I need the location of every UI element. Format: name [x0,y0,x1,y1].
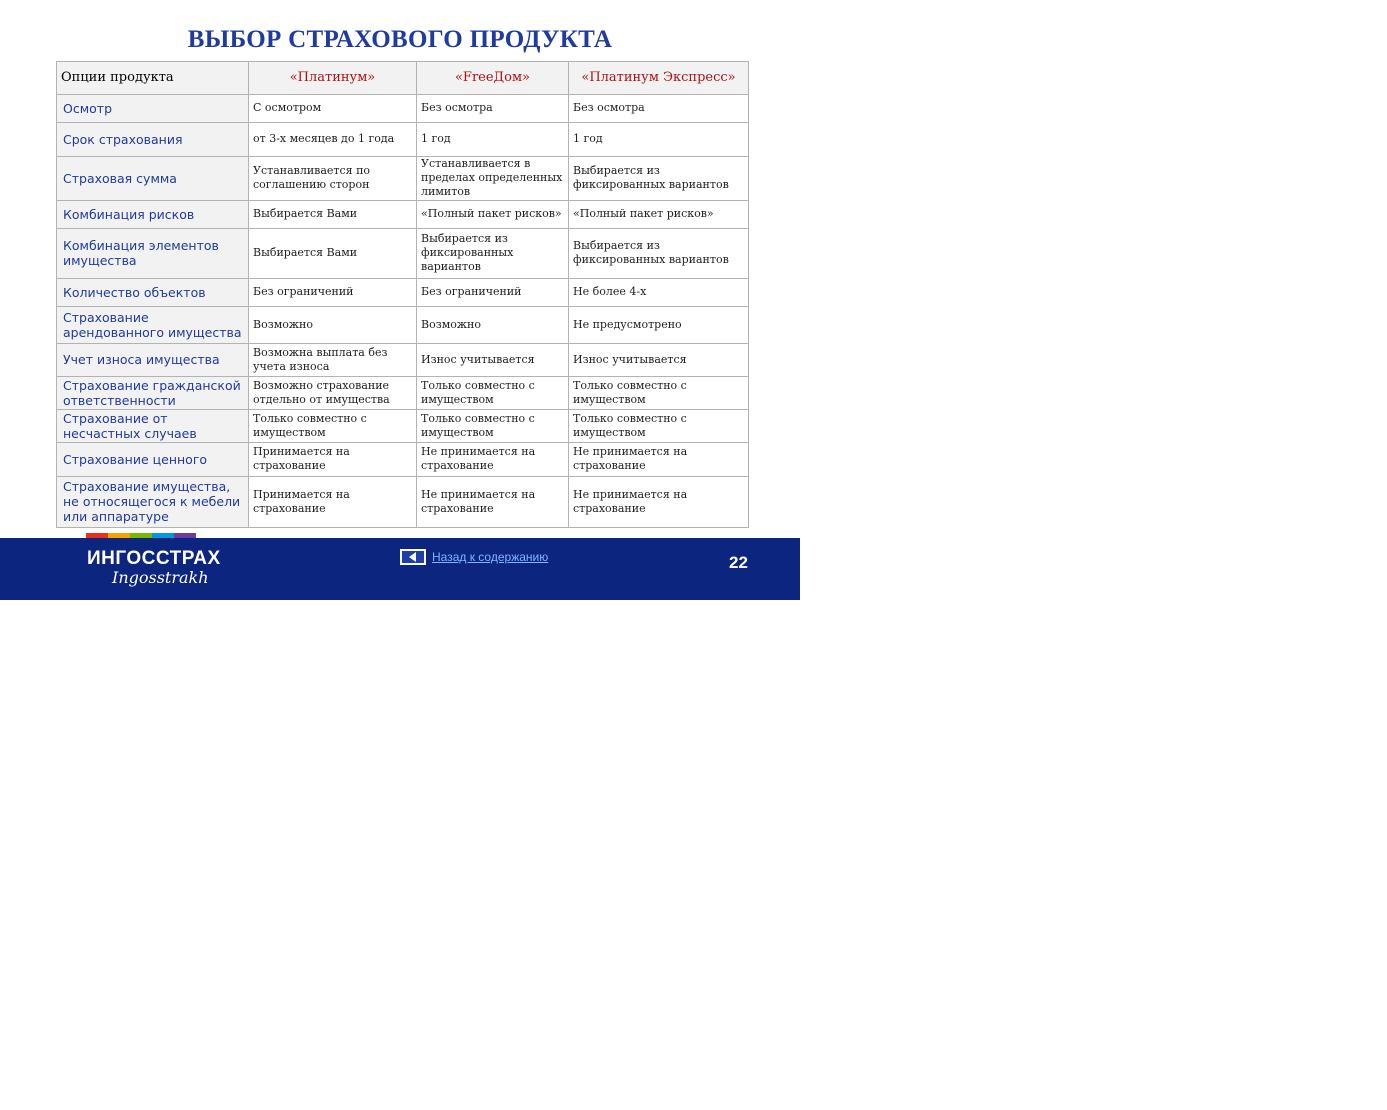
table-cell: Устанавливается по соглашению сторон [249,156,417,200]
table-row [57,343,749,376]
table-cell: Выбирается Вами [249,228,417,278]
back-to-contents-link[interactable]: Назад к содержанию [432,550,549,564]
table-row [57,122,749,156]
table-cell: «Полный пакет рисков» [417,200,569,228]
table-cell: от 3-х месяцев до 1 года [249,122,417,156]
row-label: Осмотр [57,95,249,123]
table-row [57,200,749,228]
row-label: Срок страхования [57,122,249,156]
header-freedom: «FreeДом» [417,62,569,95]
table-cell: 1 год [569,122,749,156]
table-cell: «Полный пакет рисков» [569,200,749,228]
table-cell: Принимается на страхование [249,476,417,527]
table-cell: Только совместно с имуществом [249,409,417,442]
table-cell: Без ограничений [249,279,417,307]
row-label: Страхование гражданской ответственности [57,376,249,409]
table-row [57,156,749,200]
table-cell: Только совместно с имуществом [569,376,749,409]
row-label: Страхование имущества, не относящегося к мебели или аппаратуре [57,476,249,527]
table-cell: Выбирается Вами [249,200,417,228]
table-cell: Принимается на страхование [249,442,417,476]
row-label: Комбинация рисков [57,200,249,228]
table-cell: Без осмотра [417,95,569,123]
table-row [57,279,749,307]
table-cell: Только совместно с имуществом [417,376,569,409]
header-platinum-express: «Платинум Экспресс» [569,62,749,95]
table-header-row [57,62,749,95]
table-cell: Только совместно с имуществом [417,409,569,442]
header-platinum: «Платинум» [249,62,417,95]
table-row [57,409,749,442]
table-row [57,306,749,343]
table-cell: Возможно страхование отдельно от имущества [249,376,417,409]
table-cell: Не принимается на страхование [569,476,749,527]
page-number: 22 [729,553,748,572]
page-title: ВЫБОР СТРАХОВОГО ПРОДУКТА [187,26,613,53]
row-label: Страхование арендованного имущества [57,306,249,343]
table-cell: Без осмотра [569,95,749,123]
watermark-text: MyShared [1250,1076,1387,1109]
row-label: Страховая сумма [57,156,249,200]
table-row [57,228,749,278]
table-row [57,442,749,476]
table-cell: Не предусмотрено [569,306,749,343]
presentation-icon [1213,1081,1243,1107]
table-cell: Возможно [249,306,417,343]
table-row [57,376,749,409]
table-cell: Не принимается на страхование [417,476,569,527]
row-label: Комбинация элементов имущества [57,228,249,278]
back-arrow-icon[interactable] [400,549,426,565]
table-cell: С осмотром [249,95,417,123]
table-cell: Возможно [417,306,569,343]
row-label: Страхование ценного [57,442,249,476]
table-cell: Без ограничений [417,279,569,307]
table-cell: Износ учитывается [417,343,569,376]
logo-script-text: Ingosstrakh [112,568,209,587]
table-cell: Возможна выплата без учета износа [249,343,417,376]
table-cell: Выбирается из фиксированных вариантов [569,156,749,200]
comparison-table [56,61,749,528]
table-cell: Износ учитывается [569,343,749,376]
row-label: Количество объектов [57,279,249,307]
logo-main-text: ИНГОССТРАХ [87,548,221,569]
table-cell: Выбирается из фиксированных вариантов [417,228,569,278]
table-cell: 1 год [417,122,569,156]
table-row [57,95,749,123]
header-options: Опции продукта [57,62,249,95]
table-cell: Только совместно с имуществом [569,409,749,442]
table-cell: Устанавливается в пределах определенных лимитов [417,156,569,200]
row-label: Страхование от несчастных случаев [57,409,249,442]
table-cell: Выбирается из фиксированных вариантов [569,228,749,278]
table-cell: Не более 4-х [569,279,749,307]
comparison-table-container [56,61,748,528]
table-row [57,476,749,527]
row-label: Учет износа имущества [57,343,249,376]
table-cell: Не принимается на страхование [417,442,569,476]
table-cell: Не принимается на страхование [569,442,749,476]
